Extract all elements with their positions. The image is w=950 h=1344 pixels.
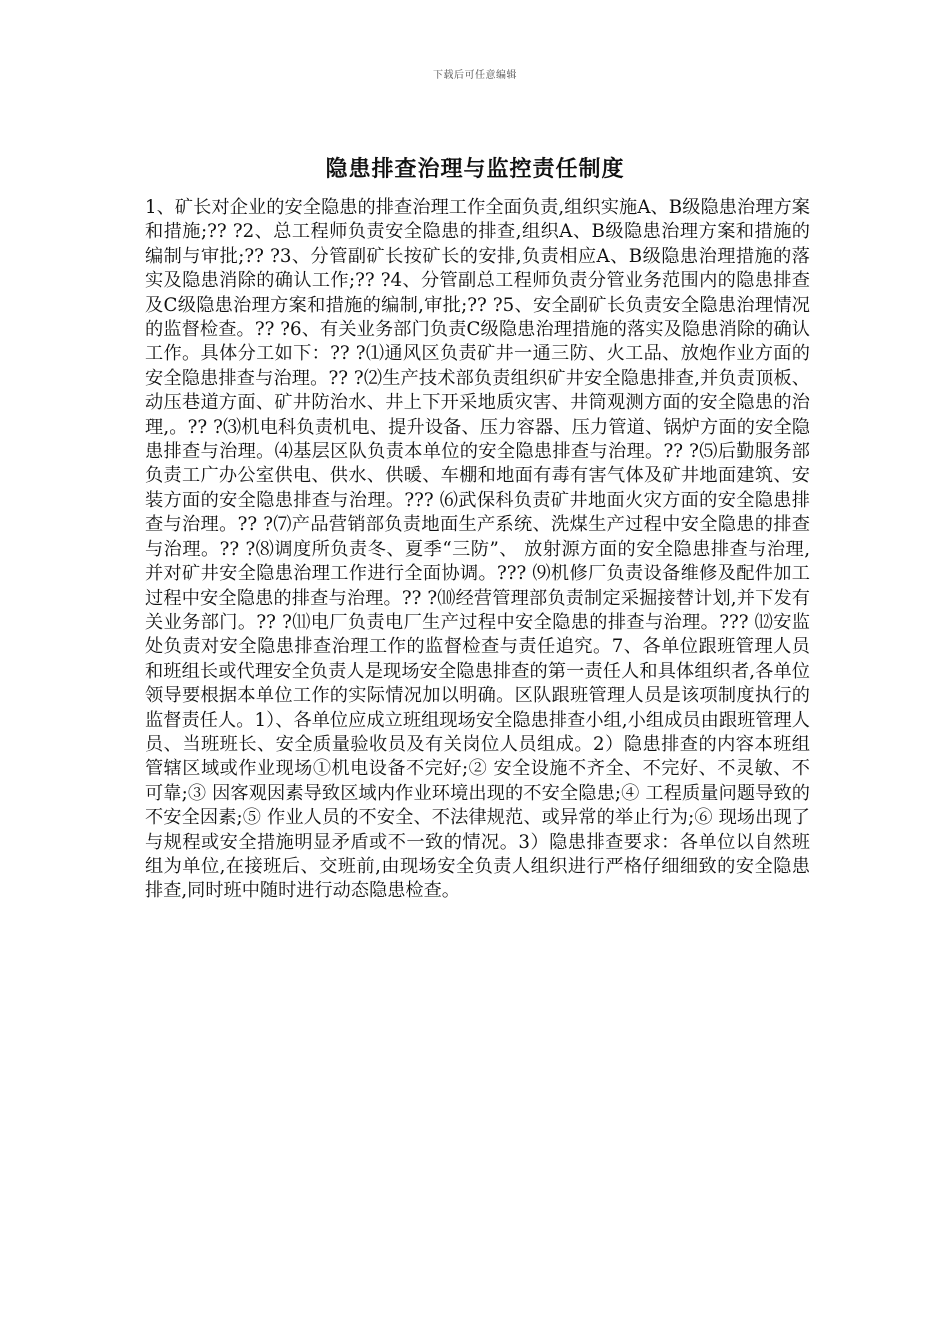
download-note: 下载后可任意编辑 bbox=[433, 70, 517, 81]
document-title: 隐患排查治理与监控责任制度 bbox=[325, 156, 625, 182]
document-body: 1、矿长对企业的安全隐患的排查治理工作全面负责,组织实施A、B级隐患治理方案和措施;?? ?2、总工程师负责安全隐患的排查,组织A、B级隐患治理方案和措施的编制与审批;?? ?3、分管副矿长按矿长的安排,负责相应A、B级隐患治理措施的落实及隐患消除的确认工作;?? ?4、分管副总工程师负责分管业务范围内的隐患排查及C级隐患治理方案和措施的编制,审批;?? ?5、安全副矿长负责安全隐患治理情况的监督检查。?? ?6、有关业务部门负责C级隐患治理措施的落实及隐患消除的确认工作。具体分工如下：?? ?⑴通风区负责矿井一通三防、火工品、放炮作业方面的安全隐患排查与治理。?? ?⑵生产技术部负责组织矿井安全隐患排查,并负责顶板、动压巷道方面、矿井防治水、井上下开采地质灾害、井筒观测方面的安全隐患的治理,。?? ?⑶机电科负责机电、提升设备、压力容器、压力管道、锅炉方面的安全隐患排查与治理。⑷基层区队负责本单位的安全隐患排查与治理。?? ?⑸后勤服务部负责工广办公室供电、供水、供暖、车棚和地面有毒有害气体及矿井地面建筑、安装方面的安全隐患排查与治理。??? ⑹武保科负责矿井地面火灾方面的安全隐患排查与治理。?? ?⑺产品营销部负责地面生产系统、洗煤生产过程中安全隐患的排查与治理。?? ?⑻调度所负责冬、夏季“三防”、 放射源方面的安全隐患排查与治理,并对矿井安全隐患治理工作进行全面协调。??? ⑼机修厂负责设备维修及配件加工过程中安全隐患的排查与治理。?? ?⑽经营管理部负责制定采掘接替计划,并下发有关业务部门。?? ?⑾电厂负责电厂生产过程中安全隐患的排查与治理。??? ⑿安监处负责对安全隐患排查治理工作的监督检查与责任追究。7、各单位跟班管理人员和班组长或代理安全负责人是现场安全隐患排查的第一责任人和具体组织者,各单位领导要根据本单位工作的实际情况加以明确。区队跟班管理人员是该项制度执行的监督责任人。1）、各单位应成立班组现场安全隐患排查小组,小组成员由跟班管理人员、当班班长、安全质量验收员及有关岗位人员组成。2）隐患排查的内容本班组管辖区域或作业现场①机电设备不完好;② 安全设施不齐全、不完好、不灵敏、不可靠;③ 因客观因素导致区域内作业环境出现的不安全隐患;④ 工程质量问题导致的不安全因素;⑤ 作业人员的不安全、不法律规范、或异常的举止行为;⑥ 现场出现了与规程或安全措施明显矛盾或不一致的情况。3）隐患排查要求：各单位以自然班组为单位,在接班后、交班前,由现场安全负责人组织进行严格仔细细致的安全隐患排查,同时班中随时进行动态隐患检查。 bbox=[145, 197, 810, 902]
